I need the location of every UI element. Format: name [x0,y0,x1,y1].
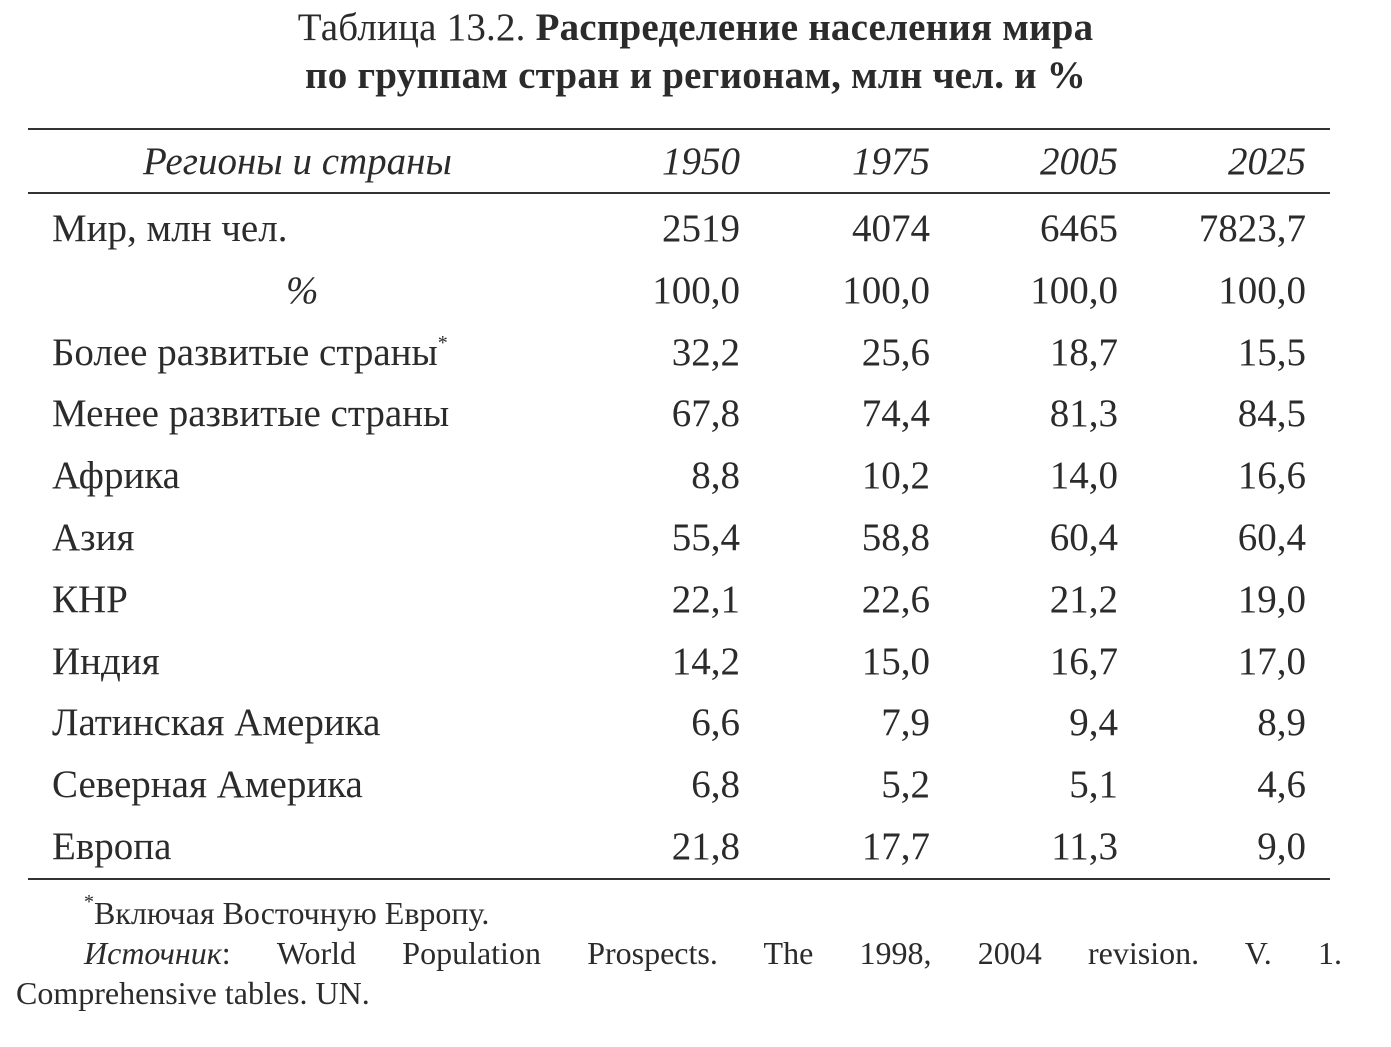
header-1950: 1950 [662,140,740,183]
row-value-2025: 16,6 [1237,454,1306,497]
row-value-2005: 9,4 [1069,701,1118,744]
row-value-1975: 22,6 [861,578,930,621]
table-header-row [28,132,1330,192]
row-value-2025: 100,0 [1218,269,1306,312]
row-value-1950: 6,8 [691,763,740,806]
header-regions: Регионы и страны [143,140,452,183]
row-value-1975: 15,0 [861,640,930,683]
row-value-2005: 14,0 [1049,454,1118,497]
row-value-2025: 7823,7 [1198,207,1306,250]
row-value-2025: 9,0 [1257,825,1306,868]
row-value-1975: 100,0 [842,269,930,312]
table-row [28,384,1330,444]
row-value-2025: 4,6 [1257,763,1306,806]
row-value-1975: 17,7 [861,825,930,868]
row-label-text: Мир, млн чел. [52,207,288,250]
title-line-2: по группам стран и регионам, млн чел. и % [305,54,1086,97]
table-title [0,4,1391,100]
footnote-marker: * [437,332,448,354]
row-label [52,693,380,753]
row-label-text: % [286,269,319,312]
row-label [52,199,287,259]
row-value-2025: 17,0 [1237,640,1306,683]
row-value-2005: 21,2 [1049,578,1118,621]
row-value-1975: 10,2 [861,454,930,497]
row-value-2005: 18,7 [1049,331,1118,374]
row-label [52,508,134,568]
row-value-2025: 8,9 [1257,701,1306,744]
row-value-2025: 84,5 [1237,392,1306,435]
row-value-2025: 19,0 [1237,578,1306,621]
table-row [28,570,1330,630]
row-value-1950: 67,8 [671,392,740,435]
table-row [28,632,1330,692]
row-label [52,755,363,815]
table-row [28,755,1330,815]
row-label [52,446,180,506]
row-value-1975: 25,6 [861,331,930,374]
bottom-rule [28,878,1330,880]
row-label-text: КНР [52,578,128,621]
row-label-text: Менее развитые страны [52,392,450,435]
row-value-1950: 32,2 [671,331,740,374]
row-value-1950: 55,4 [671,516,740,559]
row-value-2005: 11,3 [1051,825,1118,868]
header-1975: 1975 [852,140,930,183]
row-value-2005: 81,3 [1049,392,1118,435]
title-line-1: Распределение населения мира [535,6,1094,49]
row-value-2025: 15,5 [1237,331,1306,374]
source-label: Источник [84,935,222,971]
row-value-2005: 5,1 [1069,763,1118,806]
row-label-text: Африка [52,454,180,497]
source-note [16,933,1342,973]
row-value-1950: 100,0 [652,269,740,312]
row-value-1975: 7,9 [881,701,930,744]
row-label [52,632,160,692]
row-label [52,570,128,630]
row-label-text: Латинская Америка [52,701,381,744]
row-value-1950: 6,6 [691,701,740,744]
row-value-1950: 14,2 [671,640,740,683]
row-value-1950: 22,1 [671,578,740,621]
row-value-2025: 60,4 [1237,516,1306,559]
row-value-1950: 21,8 [671,825,740,868]
row-label [52,323,448,383]
source-note-continued: Comprehensive tables. UN. [16,975,370,1011]
table-number: Таблица 13.2. [297,6,526,49]
table-row [28,446,1330,506]
row-value-1975: 58,8 [861,516,930,559]
row-value-1950: 8,8 [691,454,740,497]
table-row [28,199,1330,259]
footnote-text: Включая Восточную Европу. [94,895,490,931]
table-row [28,508,1330,568]
header-2025: 2025 [1228,140,1306,183]
header-2005: 2005 [1040,140,1118,183]
row-label-text: Азия [52,516,135,559]
table-row [28,693,1330,753]
source-text: : World Population Prospects. The 1998, 2004 revision. V. 1. [221,935,1342,971]
table-notes [16,893,1342,1013]
row-value-1975: 4074 [852,207,930,250]
footnote-mark: * [84,891,94,913]
header-rule [28,192,1330,194]
row-label-text: Европа [52,825,172,868]
row-value-1975: 5,2 [881,763,930,806]
row-label [52,817,171,877]
row-label [52,384,449,444]
row-value-2005: 100,0 [1030,269,1118,312]
table-row [28,817,1330,877]
table-row [28,261,1330,321]
row-label-text: Индия [52,640,160,683]
footnote [16,893,1342,933]
row-label [286,261,319,321]
row-value-1950: 2519 [662,207,740,250]
row-value-2005: 60,4 [1049,516,1118,559]
row-value-2005: 16,7 [1049,640,1118,683]
row-label-text: Северная Америка [52,763,363,806]
row-value-1975: 74,4 [861,392,930,435]
row-label-text: Более развитые страны [52,331,438,374]
top-rule [28,128,1330,130]
row-value-2005: 6465 [1040,207,1118,250]
table-row [28,323,1330,383]
